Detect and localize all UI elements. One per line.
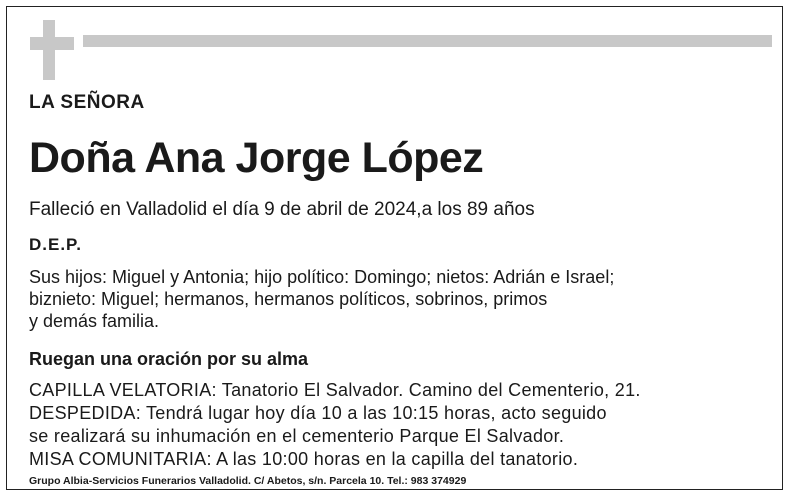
death-info: Falleció en Valladolid el día 9 de abril de 2024,a los 89 años xyxy=(29,199,535,220)
deceased-name: Doña Ana Jorge López xyxy=(29,134,484,182)
details-line: CAPILLA VELATORIA: Tanatorio El Salvador. Camino del Cementerio, 21. xyxy=(29,380,641,400)
service-details xyxy=(29,379,641,471)
cross-icon xyxy=(43,20,55,80)
family-paragraph xyxy=(29,266,614,332)
salutation: LA SEÑORA xyxy=(29,92,145,113)
details-line: MISA COMUNITARIA: A las 10:00 horas en la capilla del tanatorio. xyxy=(29,449,579,469)
details-line: DESPEDIDA: Tendrá lugar hoy día 10 a las 10:15 horas, acto seguido xyxy=(29,403,607,423)
funeral-home-footer: Grupo Albia-Servicios Funerarios Valladolid. C/ Abetos, s/n. Parcela 10. Tel.: 983 374929 xyxy=(29,475,467,487)
cross-icon-bar xyxy=(30,37,74,50)
prayer-request: Ruegan una oración por su alma xyxy=(29,349,309,369)
details-line: se realizará su inhumación en el cementerio Parque El Salvador. xyxy=(29,426,565,446)
family-line: Sus hijos: Miguel y Antonia; hijo político: Domingo; nietos: Adrián e Israel; xyxy=(29,267,615,287)
family-line: y demás familia. xyxy=(29,311,160,331)
family-line: biznieto: Miguel; hermanos, hermanos políticos, sobrinos, primos xyxy=(29,289,548,309)
header-rule xyxy=(83,35,772,47)
dep-label: D.E.P. xyxy=(29,235,82,254)
